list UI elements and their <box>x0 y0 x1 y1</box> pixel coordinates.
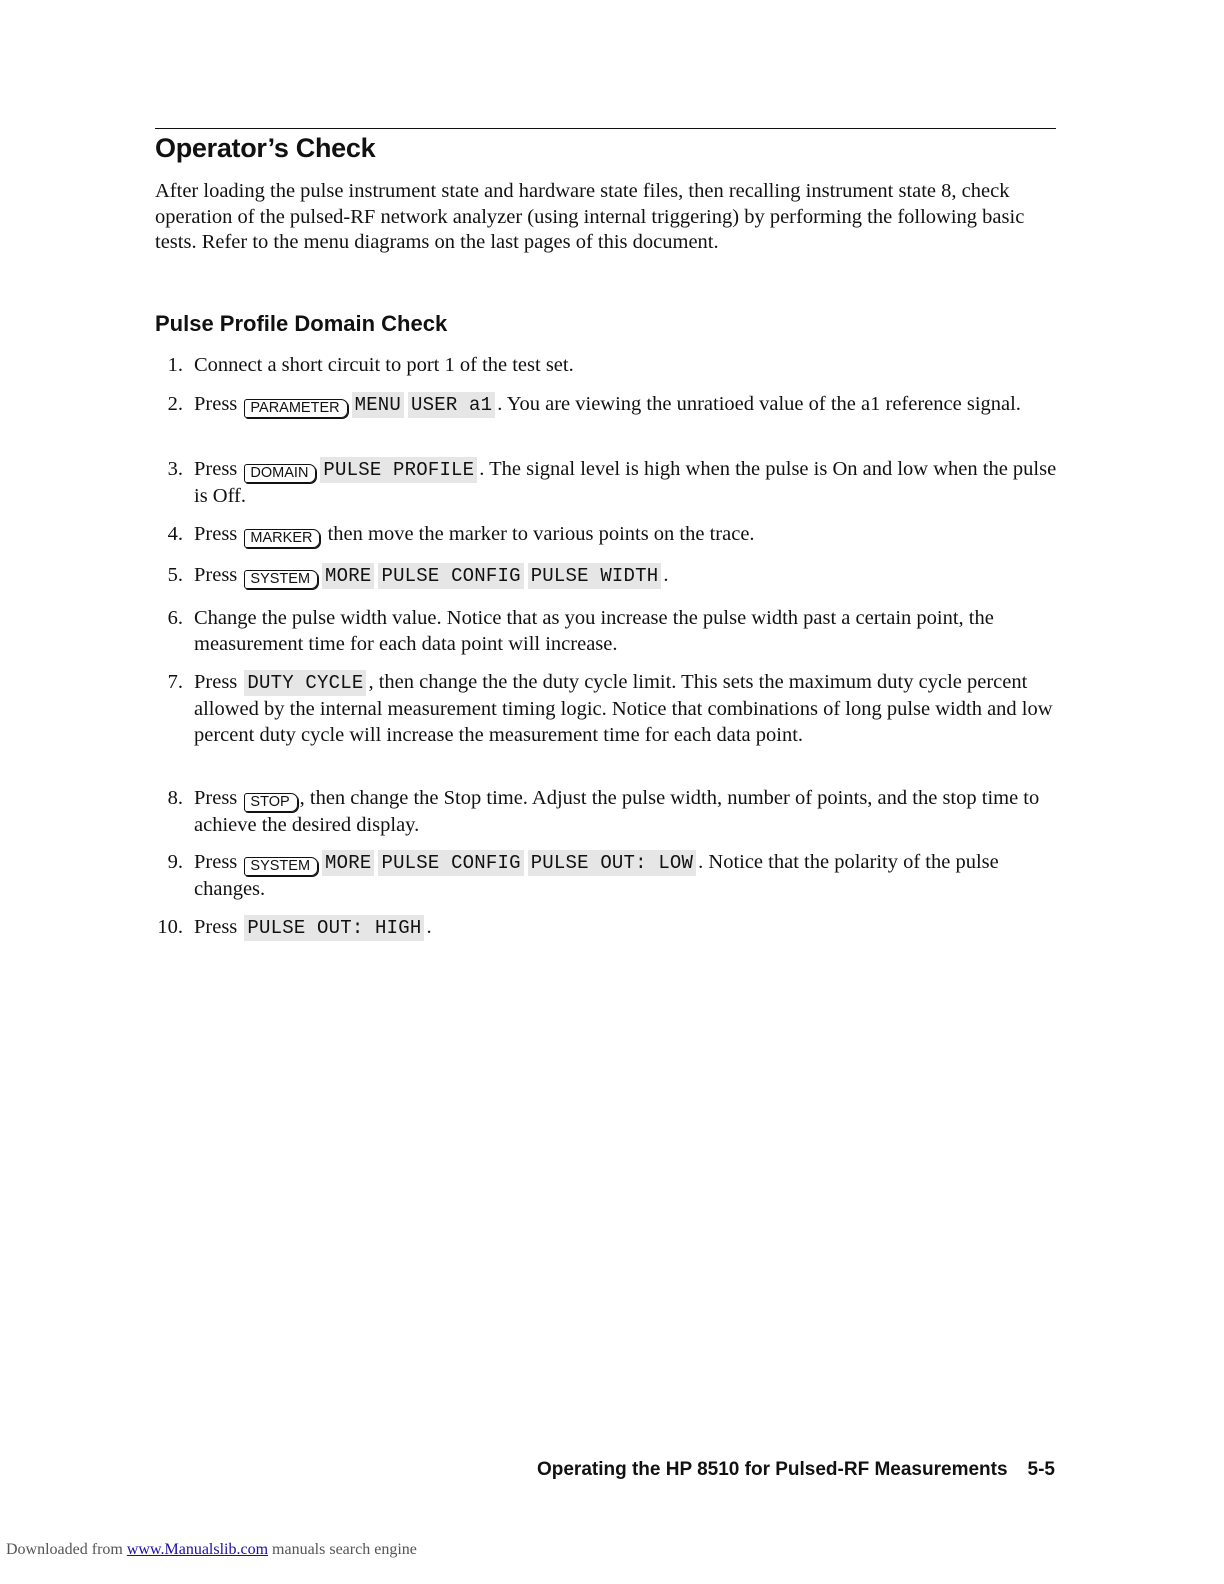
step-4 <box>140 521 1060 548</box>
hardkey-system[interactable]: SYSTEM <box>244 857 318 876</box>
step-number: 6. <box>167 607 183 629</box>
footer-title: Operating the HP 8510 for Pulsed-RF Measurements <box>536 1459 1008 1480</box>
intro-paragraph: After loading the pulse instrument state and hardware state files, then recalling instrument state 8, check operation of the pulsed-RF network analyzer (using internal triggering) by performing the following basic tests. Refer to the menu diagrams on the last pages of this document. <box>155 180 1025 253</box>
step-text: Press <box>194 564 238 586</box>
softkey-pulse-config[interactable]: PULSE CONFIG <box>378 563 523 589</box>
softkey-pulse-width[interactable]: PULSE WIDTH <box>528 563 662 589</box>
step-text: . You are viewing the unratioed value of the a1 reference signal. <box>497 393 1021 415</box>
step-number: 5. <box>167 564 183 586</box>
step-text: . <box>663 564 669 586</box>
step-9 <box>140 849 1060 902</box>
softkey-more[interactable]: MORE <box>322 563 374 589</box>
step-text: Press <box>194 916 238 938</box>
step-text: Press <box>194 787 238 809</box>
step-text: . The signal level is high when the pulse is On and low when the pulse is Off. <box>194 458 1057 507</box>
softkey-user-a1[interactable]: USER a1 <box>408 392 495 418</box>
step-text: , then change the the duty cycle limit. This sets the maximum duty cycle percent allowed by the internal measurement timing logic. Notice that combinations of long pulse width and low percent duty cycle will increase the measurement time for each data point. <box>194 671 1053 746</box>
manualslib-link[interactable]: www.Manualslib.com <box>126 1541 269 1558</box>
softkey-duty-cycle[interactable]: DUTY CYCLE <box>244 670 366 696</box>
top-rule <box>155 128 1056 129</box>
softkey-pulse-out-low[interactable]: PULSE OUT: LOW <box>528 850 696 876</box>
hardkey-marker[interactable]: MARKER <box>244 529 320 548</box>
step-number: 3. <box>167 458 183 480</box>
hardkey-system[interactable]: SYSTEM <box>244 570 318 589</box>
hardkey-parameter[interactable]: PARAMETER <box>244 399 347 418</box>
step-6 <box>140 605 1060 657</box>
section-heading: Pulse Profile Domain Check <box>155 311 448 336</box>
step-number: 2. <box>167 393 183 415</box>
step-1 <box>140 352 1060 378</box>
download-note <box>6 1541 417 1559</box>
step-5 <box>140 562 1060 589</box>
step-number: 10. <box>157 916 183 938</box>
step-text: Press <box>194 523 238 545</box>
page-title: Operator’s Check <box>155 133 376 163</box>
page-footer <box>537 1459 1055 1481</box>
step-number: 7. <box>167 671 183 693</box>
softkey-pulse-out-high[interactable]: PULSE OUT: HIGH <box>244 915 424 941</box>
step-text: then move the marker to various points on the trace. <box>327 523 755 545</box>
hardkey-stop[interactable]: STOP <box>244 793 297 812</box>
step-text: . <box>426 916 432 938</box>
softkey-pulse-profile[interactable]: PULSE PROFILE <box>320 457 477 483</box>
page-number: 5-5 <box>1027 1459 1055 1480</box>
download-prefix: Downloaded from <box>6 1541 123 1558</box>
step-number: 8. <box>167 787 183 809</box>
step-3 <box>140 456 1060 509</box>
softkey-pulse-config[interactable]: PULSE CONFIG <box>378 850 523 876</box>
step-7 <box>140 669 1060 748</box>
step-text: . Notice that the polarity of the pulse changes. <box>194 851 999 900</box>
step-text: Press <box>194 851 238 873</box>
step-number: 1. <box>167 354 183 376</box>
step-8 <box>140 785 1060 838</box>
step-text: Press <box>194 393 238 415</box>
step-text: Press <box>194 671 238 693</box>
download-suffix: manuals search engine <box>272 1541 417 1558</box>
step-text: Press <box>194 458 238 480</box>
softkey-menu[interactable]: MENU <box>352 392 404 418</box>
step-number: 4. <box>167 523 183 545</box>
step-text: Connect a short circuit to port 1 of the test set. <box>194 354 574 376</box>
step-2 <box>140 391 1060 418</box>
step-number: 9. <box>167 851 183 873</box>
step-text: Change the pulse width value. Notice that as you increase the pulse width past a certain point, the measurement time for each data point will increase. <box>194 607 994 655</box>
step-10 <box>140 914 1060 941</box>
hardkey-domain[interactable]: DOMAIN <box>244 464 316 483</box>
softkey-more[interactable]: MORE <box>322 850 374 876</box>
step-text: , then change the Stop time. Adjust the pulse width, number of points, and the stop time to achieve the desired display. <box>194 787 1040 836</box>
